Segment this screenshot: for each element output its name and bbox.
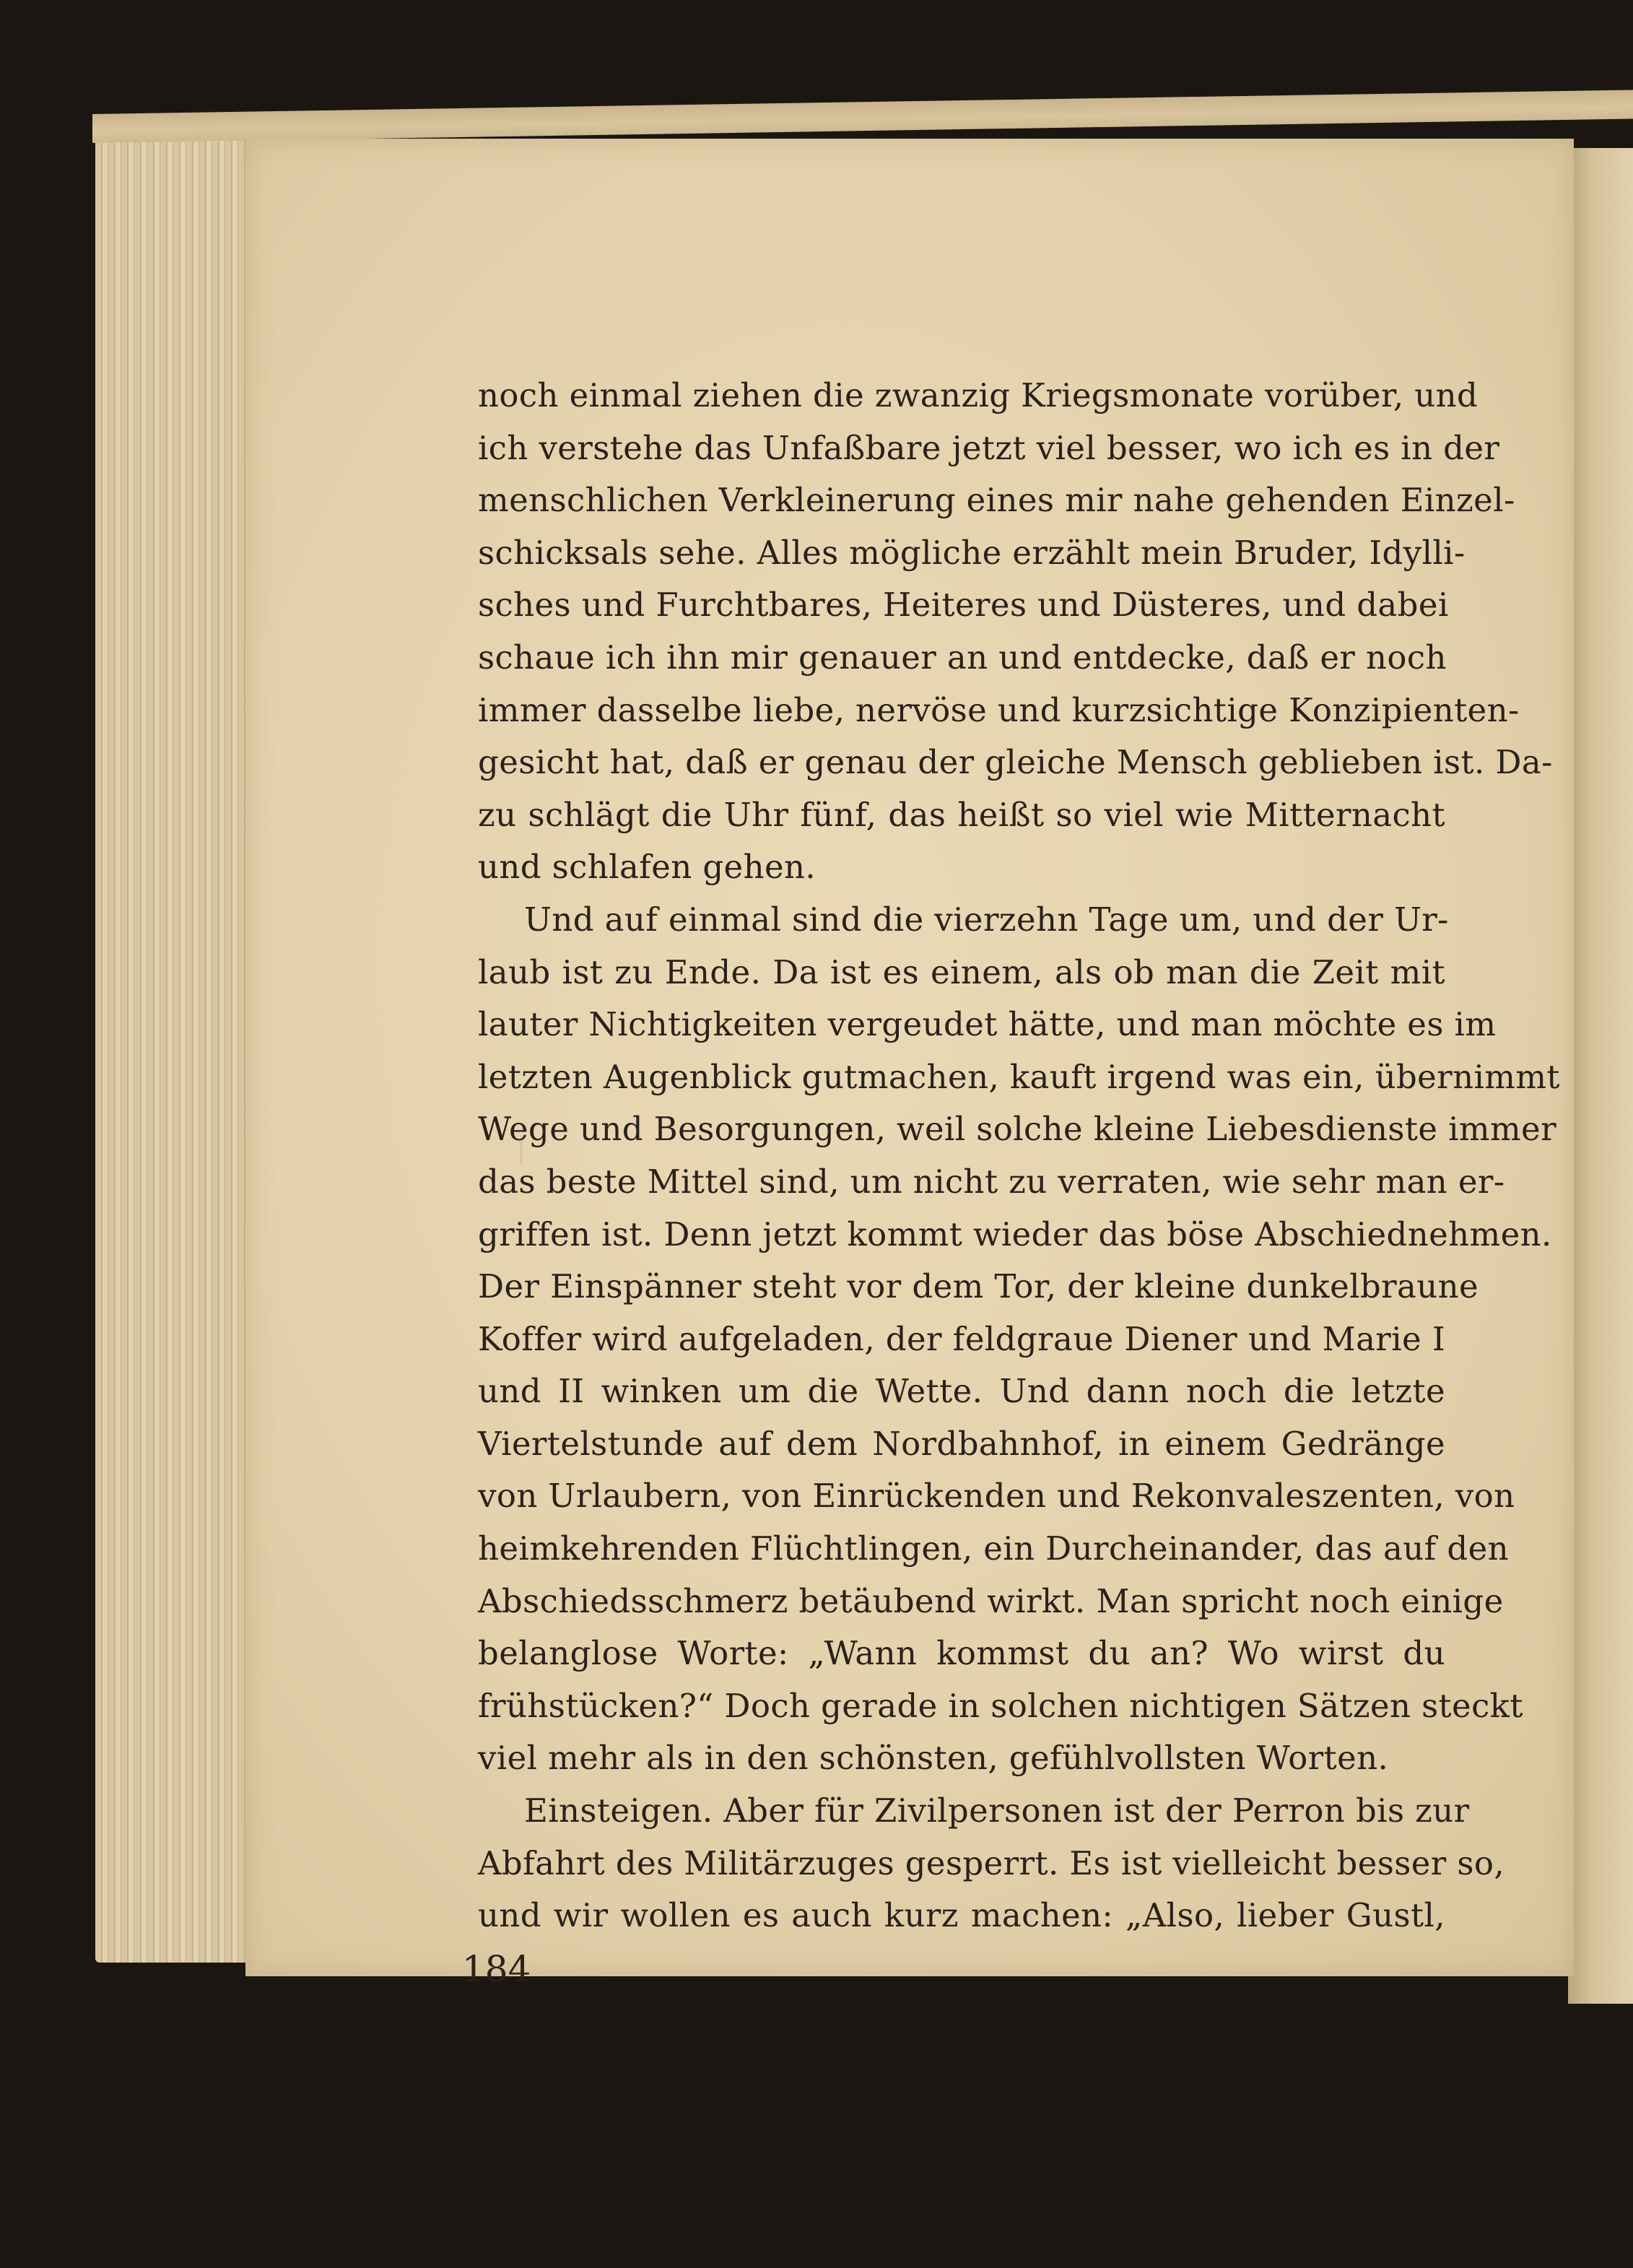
page-edges: [95, 129, 261, 1963]
text-line: und schlafen gehen.: [478, 848, 816, 887]
text-line: frühstücken?“ Doch gerade in solchen nichtigen Sätzen steckt: [478, 1686, 1523, 1725]
text-line: schaue ich ihn mir genauer an und entdecke, daß er noch: [478, 638, 1447, 677]
text-line: und II winken um die Wette. Und dann noch die letzte: [478, 1372, 1445, 1411]
text-line: Und auf einmal sind die vierzehn Tage um, und der Ur-: [524, 900, 1449, 939]
text-line: lauter Nichtigkeiten vergeudet hätte, und man möchte es im: [478, 1005, 1497, 1044]
text-line: griffen ist. Denn jetzt kommt wieder das böse Abschiednehmen.: [478, 1215, 1552, 1254]
text-line: Viertelstunde auf dem Nordbahnhof, in einem Gedränge: [478, 1424, 1445, 1463]
body-text: [478, 370, 1560, 1942]
text-line: zu schlägt die Uhr fünf, das heißt so viel wie Mitternacht: [478, 795, 1445, 834]
text-line: das beste Mittel sind, um nicht zu verraten, wie sehr man er-: [478, 1162, 1505, 1201]
facing-page-edge: [1568, 148, 1633, 2004]
text-line: von Urlaubern, von Einrückenden und Rekonvaleszenten, von: [478, 1477, 1515, 1516]
text-line: menschlichen Verkleinerung eines mir nahe gehenden Einzel-: [478, 481, 1515, 520]
text-line: laub ist zu Ende. Da ist es einem, als ob man die Zeit mit: [478, 952, 1445, 991]
text-line: gesicht hat, daß er genau der gleiche Mensch geblieben ist. Da-: [478, 743, 1553, 782]
text-line: Wege und Besorgungen, weil solche kleine Liebesdienste immer: [478, 1110, 1556, 1149]
text-line: sches und Furchtbares, Heiteres und Düsteres, und dabei: [478, 586, 1449, 625]
text-line: ich verstehe das Unfaßbare jetzt viel besser, wo ich es in der: [478, 428, 1500, 467]
text-line: noch einmal ziehen die zwanzig Kriegsmonate vorüber, und: [478, 376, 1479, 414]
text-line: belanglose Worte: „Wann kommst du an? Wo wirst du: [478, 1634, 1445, 1673]
text-line: Abfahrt des Militärzuges gesperrt. Es ist vielleicht besser so,: [478, 1843, 1505, 1882]
text-line: viel mehr als in den schönsten, gefühlvollsten Worten.: [478, 1739, 1389, 1778]
text-line: Einsteigen. Aber für Zivilpersonen ist der Perron bis zur: [524, 1791, 1470, 1830]
text-line: letzten Augenblick gutmachen, kauft irgend was ein, übernimmt: [478, 1057, 1560, 1096]
text-line: und wir wollen es auch kurz machen: „Also, lieber Gustl,: [478, 1896, 1445, 1935]
text-line: immer dasselbe liebe, nervöse und kurzsichtige Konzipienten-: [478, 690, 1520, 729]
page-number: 184: [462, 1948, 531, 1990]
cover-edge: [92, 90, 1633, 143]
text-line: schicksals sehe. Alles mögliche erzählt mein Bruder, Idylli-: [478, 533, 1466, 572]
text-line: heimkehrenden Flüchtlingen, ein Durcheinander, das auf den: [478, 1529, 1509, 1568]
text-line: Der Einspänner steht vor dem Tor, der kleine dunkelbraune: [478, 1267, 1479, 1306]
text-line: Koffer wird aufgeladen, der feldgraue Diener und Marie I: [478, 1319, 1445, 1358]
text-line: Abschiedsschmerz betäubend wirkt. Man spricht noch einige: [478, 1581, 1504, 1620]
